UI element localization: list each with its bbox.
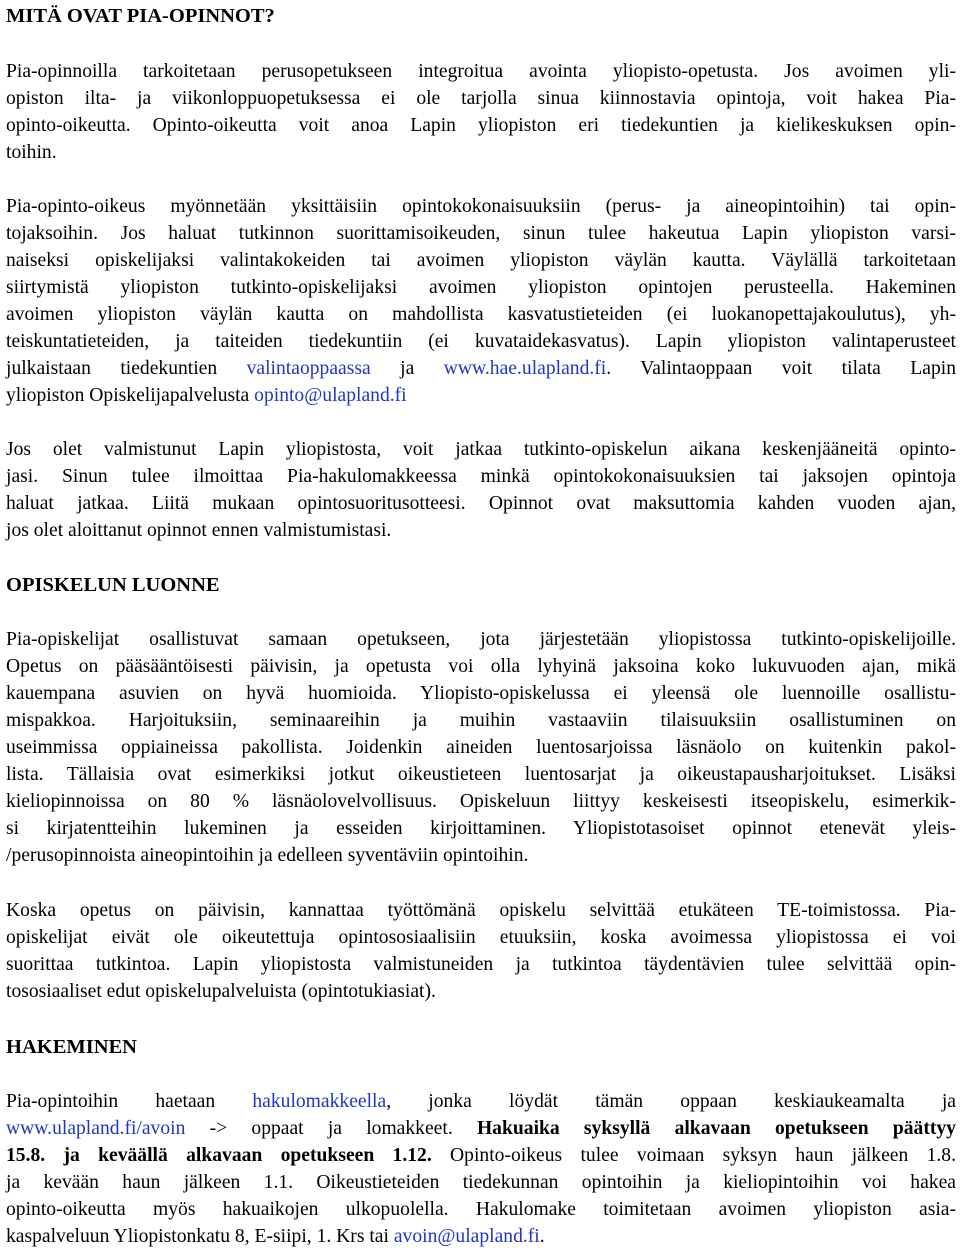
text-span: , jonka löydät tämän oppaan keskiaukeamalta ja bbox=[386, 1091, 956, 1112]
paragraph-line: tojaksoihin. Jos haluat tutkinnon suorittamisoikeuden, sinun tulee hakeutua Lapin yliopiston varsi- bbox=[6, 223, 956, 244]
text-span: yliopiston Opiskelijapalvelusta bbox=[6, 385, 255, 406]
hakulomake-link[interactable]: hakulomakkeella bbox=[252, 1091, 387, 1112]
paragraph-line: haluat jatkaa. Liitä mukaan opintosuoritusotteesi. Opinnot ovat maksuttomia kahden vuoden ajan, bbox=[6, 493, 956, 514]
paragraph-line: siirtymistä yliopiston tutkinto-opiskelijaksi avoimen yliopiston opintojen perusteella. Hakeminen bbox=[6, 277, 956, 298]
valintaopas-link[interactable]: valintaoppaassa bbox=[246, 358, 371, 379]
paragraph-line: jasi. Sinun tulee ilmoittaa Pia-hakulomakkeessa minkä opintokokonaisuuksien tai jaksojen opintoja bbox=[6, 466, 956, 487]
paragraph-line: suorittaa tutkintoa. Lapin yliopistosta valmistuneiden ja tutkintoa täydentävien tulee selvittää opin- bbox=[6, 954, 956, 975]
paragraph-line-with-links bbox=[6, 355, 956, 382]
text-span: ja bbox=[370, 358, 444, 379]
paragraph-line: jos olet aloittanut opinnot ennen valmistumistasi. bbox=[6, 520, 392, 541]
paragraph-line-with-link bbox=[6, 1088, 956, 1115]
paragraph-line: Pia-opinto-oikeus myönnetään yksittäisiin opintokokonaisuuksiin (perus- ja aineopintoihin) tai opin- bbox=[6, 196, 956, 217]
paragraph-line: Koska opetus on päivisin, kannattaa työttömänä opiskelu selvittää etukäteen TE-toimistossa. Pia- bbox=[6, 900, 956, 921]
paragraph-line: opinto-oikeutta myös hakuaikojen ulkopuolella. Hakulomake toimitetaan avoimen yliopiston asia- bbox=[6, 1199, 956, 1220]
paragraph-line: toihin. bbox=[6, 142, 57, 163]
paragraph-line: kauempana asuvien on hyvä huomioida. Yliopisto-opiskelussa ei yleensä ole luennoille osallistu- bbox=[6, 683, 956, 704]
paragraph-line: opiskelijat eivät ole oikeutettuja opintososiaalisiin etuuksiin, koska avoimessa yliopistossa ei voi bbox=[6, 927, 956, 948]
section-title-mita-ovat: MITÄ OVAT PIA-OPINNOT? bbox=[6, 5, 275, 27]
section-title-hakeminen: HAKEMINEN bbox=[6, 1036, 137, 1058]
paragraph-line: Pia-opiskelijat osallistuvat samaan opetukseen, jota järjestetään yliopistossa tutkinto-opiskelijoille. bbox=[6, 629, 956, 650]
paragraph-line: Opetus on pääsääntöisesti päivisin, ja opetusta voi olla lyhyinä jaksoina koko lukuvuoden ajan, mikä bbox=[6, 656, 956, 677]
paragraph-line: opiston ilta- ja viikonloppuopetuksessa ei ole tarjolla sinua kiinnostavia opintoja, voit hakea Pia- bbox=[6, 88, 956, 109]
ulapland-avoin-link[interactable]: www.ulapland.fi/avoin bbox=[6, 1118, 186, 1139]
paragraph-line-with-link bbox=[6, 1115, 956, 1142]
paragraph-line: lista. Tällaisia ovat esimerkiksi jotkut oikeustieteen luentosarjat ja oikeustapausharjoitukset. Lisäksi bbox=[6, 764, 956, 785]
text-span: Pia-opintoihin haetaan bbox=[6, 1091, 253, 1112]
paragraph-line-with-bold bbox=[6, 1142, 956, 1169]
deadline-bold-text: 15.8. ja keväällä alkavaan opetukseen 1.12. bbox=[6, 1145, 432, 1166]
paragraph-line: useimmissa oppiaineissa pakollista. Joidenkin aineiden luentosarjoissa läsnäolo on kuitenkin pakol- bbox=[6, 737, 956, 758]
opinto-email-link[interactable]: opinto@ulapland.fi bbox=[254, 385, 407, 406]
section-title-opiskelun-luonne: OPISKELUN LUONNE bbox=[6, 574, 220, 596]
paragraph-line: avoimen yliopiston väylän kautta on mahdollista kasvatustieteiden (ei luokanopettajakoulutus), yh- bbox=[6, 304, 956, 325]
paragraph-line: teiskuntatieteiden, ja taiteiden tiedekuntiin (ei kuvataidekasvatus). Lapin yliopiston valintaperusteet bbox=[6, 331, 956, 352]
paragraph-line-with-link bbox=[6, 382, 407, 409]
paragraph-line: opinto-oikeutta. Opinto-oikeutta voit anoa Lapin yliopiston eri tiedekuntien ja kielikeskuksen opin- bbox=[6, 115, 956, 136]
paragraph-line: si kirjatentteihin lukeminen ja esseiden kirjoittaminen. Yliopistotasoiset opinnot etenevät yleis- bbox=[6, 818, 956, 839]
paragraph-line: tososiaaliset edut opiskelupalveluista (opintotukiasiat). bbox=[6, 981, 436, 1002]
text-span: . Valintaoppaan voit tilata Lapin bbox=[606, 358, 956, 379]
hae-ulapland-link[interactable]: www.hae.ulapland.fi bbox=[443, 358, 607, 379]
text-span: . bbox=[539, 1226, 545, 1247]
deadline-bold-text: Hakuaika syksyllä alkavaan opetukseen päättyy bbox=[476, 1118, 956, 1139]
text-span: -> oppaat ja lomakkeet. bbox=[185, 1118, 477, 1139]
paragraph-line: ja kevään haun jälkeen 1.1. Oikeustieteiden tiedekunnan opintoihin ja kieliopintoihin voi hakea bbox=[6, 1172, 956, 1193]
paragraph-line: kieliopinnoissa on 80 % läsnäolovelvollisuus. Opiskeluun liittyy keskeisesti itseopiskelu, esimerkik- bbox=[6, 791, 956, 812]
text-span: julkaistaan tiedekuntien bbox=[6, 358, 247, 379]
paragraph-line: naiseksi opiskelijaksi valintakokeiden tai avoimen yliopiston väylän kautta. Väylällä tarkoitetaan bbox=[6, 250, 956, 271]
avoin-email-link[interactable]: avoin@ulapland.fi bbox=[393, 1226, 540, 1247]
paragraph-line: Jos olet valmistunut Lapin yliopistosta, voit jatkaa tutkinto-opiskelun aikana keskenjääneitä opinto- bbox=[6, 439, 956, 460]
text-span: kaspalveluun Yliopistonkatu 8, E-siipi, 1. Krs tai bbox=[6, 1226, 394, 1247]
paragraph-line: mispakkoa. Harjoituksiin, seminaareihin ja muihin vastaaviin tilaisuuksiin osallistuminen on bbox=[6, 710, 956, 731]
paragraph-line: /perusopinnoista aineopintoihin ja edelleen syventäviin opintoihin. bbox=[6, 845, 529, 866]
text-span: Opinto-oikeus tulee voimaan syksyn haun jälkeen 1.8. bbox=[431, 1145, 956, 1166]
paragraph-line-with-link bbox=[6, 1223, 545, 1250]
paragraph-line: Pia-opinnoilla tarkoitetaan perusopetukseen integroitua avointa yliopisto-opetusta. Jos avoimen yli- bbox=[6, 61, 956, 82]
